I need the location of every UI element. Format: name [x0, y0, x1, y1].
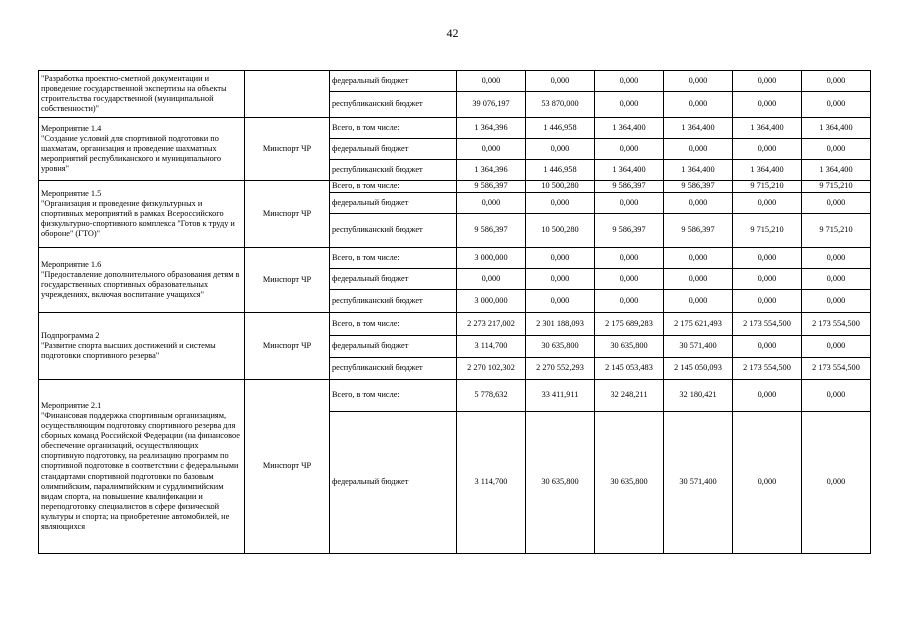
amount-cell: 0,000	[664, 139, 733, 160]
amount-cell: 0,000	[595, 139, 664, 160]
amount-cell: 30 635,800	[595, 412, 664, 554]
amount-cell: 0,000	[802, 336, 871, 358]
amount-cell: 3 114,700	[457, 336, 526, 358]
amount-cell: 0,000	[664, 92, 733, 118]
amount-cell: 1 364,396	[457, 118, 526, 139]
funding-source-cell: федеральный бюджет	[330, 139, 457, 160]
budget-table	[38, 70, 871, 554]
amount-cell: 2 173 554,500	[802, 313, 871, 336]
amount-cell: 0,000	[733, 290, 802, 313]
amount-cell: 0,000	[664, 290, 733, 313]
amount-cell: 1 364,400	[595, 160, 664, 181]
amount-cell: 0,000	[802, 139, 871, 160]
amount-cell: 3 000,000	[457, 248, 526, 269]
amount-cell: 0,000	[802, 193, 871, 214]
amount-cell: 1 364,400	[595, 118, 664, 139]
amount-cell: 1 364,396	[457, 160, 526, 181]
activity-description: "Финансовая поддержка спортивным организациям, осуществляющим подготовку спортивного резерва для сборных команд Российской Федерации (на финансовое обеспечение организаций, осуществляющих спортивную подготовку, на реализацию программ по спортивной подготовке в соответствии с федеральными стандартами спортивной подготовки по базовым олимпийским, паралимпийским и сурдлимпийским видам спорта, на повышение квалификации и переподготовку специалистов в сфере физической культуры и спорта; на приобретение автомобилей, не являющихся	[41, 410, 240, 532]
funding-source-cell: республиканский бюджет	[330, 358, 457, 380]
amount-cell: 0,000	[664, 269, 733, 290]
amount-cell: 0,000	[595, 193, 664, 214]
table-row	[39, 248, 871, 269]
funding-source-cell: федеральный бюджет	[330, 412, 457, 554]
amount-cell: 2 173 554,500	[802, 358, 871, 380]
amount-cell: 9 586,397	[664, 181, 733, 193]
executor-cell: Минспорт ЧР	[245, 313, 330, 380]
activity-description: "Предоставление дополнительного образования детям в государственных спортивных образовательных учреждениях, включая воспитание учащихся"	[41, 269, 240, 300]
amount-cell: 0,000	[802, 380, 871, 412]
funding-source-cell: республиканский бюджет	[330, 214, 457, 248]
table-row	[39, 181, 871, 193]
amount-cell: 32 180,421	[664, 380, 733, 412]
activity-description: "Разработка проектно-сметной документации и проведение государственной экспертизы на объекты строительства государственной (муниципальной собственности)"	[41, 73, 227, 114]
funding-source-cell: федеральный бюджет	[330, 269, 457, 290]
activity-name-cell	[39, 380, 245, 554]
funding-source-cell: федеральный бюджет	[330, 336, 457, 358]
amount-cell: 0,000	[526, 139, 595, 160]
funding-source-cell: Всего, в том числе:	[330, 248, 457, 269]
amount-cell: 0,000	[457, 139, 526, 160]
amount-cell: 5 778,632	[457, 380, 526, 412]
amount-cell: 0,000	[733, 92, 802, 118]
amount-cell: 9 715,210	[733, 181, 802, 193]
amount-cell: 0,000	[595, 269, 664, 290]
amount-cell: 0,000	[595, 71, 664, 92]
amount-cell: 9 586,397	[457, 181, 526, 193]
amount-cell: 0,000	[664, 193, 733, 214]
funding-source-cell: федеральный бюджет	[330, 71, 457, 92]
amount-cell: 3 000,000	[457, 290, 526, 313]
funding-source-cell: Всего, в том числе:	[330, 313, 457, 336]
amount-cell: 10 500,280	[526, 181, 595, 193]
table-row	[39, 118, 871, 139]
amount-cell: 0,000	[457, 71, 526, 92]
activity-title: Мероприятие 1.5	[41, 188, 102, 198]
amount-cell: 2 270 102,302	[457, 358, 526, 380]
funding-source-cell: Всего, в том числе:	[330, 380, 457, 412]
executor-cell: Минспорт ЧР	[245, 118, 330, 181]
amount-cell: 1 364,400	[733, 160, 802, 181]
amount-cell: 53 870,000	[526, 92, 595, 118]
activity-description: "Развитие спорта высших достижений и системы подготовки спортивного резерва"	[41, 340, 216, 361]
amount-cell: 0,000	[526, 248, 595, 269]
executor-cell: Минспорт ЧР	[245, 248, 330, 313]
amount-cell: 39 076,197	[457, 92, 526, 118]
executor-cell: Минспорт ЧР	[245, 380, 330, 554]
amount-cell: 0,000	[664, 71, 733, 92]
amount-cell: 0,000	[733, 269, 802, 290]
amount-cell: 0,000	[802, 290, 871, 313]
amount-cell: 1 364,400	[664, 160, 733, 181]
funding-source-cell: республиканский бюджет	[330, 160, 457, 181]
funding-source-cell: федеральный бюджет	[330, 193, 457, 214]
amount-cell: 30 571,400	[664, 336, 733, 358]
amount-cell: 9 715,210	[802, 214, 871, 248]
amount-cell: 0,000	[802, 248, 871, 269]
amount-cell: 9 715,210	[802, 181, 871, 193]
amount-cell: 0,000	[526, 269, 595, 290]
amount-cell: 1 364,400	[733, 118, 802, 139]
activity-name-cell	[39, 248, 245, 313]
amount-cell: 0,000	[802, 412, 871, 554]
page-number: 42	[446, 26, 459, 40]
table-row	[39, 380, 871, 412]
amount-cell: 2 273 217,002	[457, 313, 526, 336]
amount-cell: 0,000	[733, 336, 802, 358]
amount-cell: 1 364,400	[802, 160, 871, 181]
amount-cell: 1 364,400	[802, 118, 871, 139]
funding-source-cell: Всего, в том числе:	[330, 181, 457, 193]
activity-name-cell	[39, 71, 245, 118]
amount-cell: 32 248,211	[595, 380, 664, 412]
amount-cell: 2 270 552,293	[526, 358, 595, 380]
amount-cell: 0,000	[457, 193, 526, 214]
activity-title: Мероприятие 1.6	[41, 259, 102, 269]
amount-cell: 1 364,400	[664, 118, 733, 139]
amount-cell: 2 301 188,093	[526, 313, 595, 336]
amount-cell: 9 715,210	[733, 214, 802, 248]
amount-cell: 2 145 050,093	[664, 358, 733, 380]
amount-cell: 2 173 554,500	[733, 358, 802, 380]
amount-cell: 9 586,397	[457, 214, 526, 248]
amount-cell: 2 173 554,500	[733, 313, 802, 336]
activity-title: Мероприятие 1.4	[41, 123, 102, 133]
amount-cell: 0,000	[526, 193, 595, 214]
amount-cell: 0,000	[664, 248, 733, 269]
amount-cell: 0,000	[457, 269, 526, 290]
amount-cell: 30 571,400	[664, 412, 733, 554]
amount-cell: 0,000	[526, 71, 595, 92]
amount-cell: 30 635,800	[526, 412, 595, 554]
activity-title: Мероприятие 2.1	[41, 400, 102, 410]
amount-cell: 0,000	[802, 92, 871, 118]
executor-cell	[245, 71, 330, 118]
amount-cell: 0,000	[733, 71, 802, 92]
amount-cell: 0,000	[595, 290, 664, 313]
amount-cell: 0,000	[733, 139, 802, 160]
amount-cell: 9 586,397	[595, 181, 664, 193]
amount-cell: 9 586,397	[595, 214, 664, 248]
amount-cell: 30 635,800	[526, 336, 595, 358]
amount-cell: 2 145 053,483	[595, 358, 664, 380]
amount-cell: 0,000	[802, 269, 871, 290]
amount-cell: 0,000	[595, 248, 664, 269]
amount-cell: 3 114,700	[457, 412, 526, 554]
amount-cell: 30 635,800	[595, 336, 664, 358]
amount-cell: 9 586,397	[664, 214, 733, 248]
amount-cell: 33 411,911	[526, 380, 595, 412]
amount-cell: 0,000	[733, 193, 802, 214]
activity-title: Подпрограмма 2	[41, 330, 100, 340]
amount-cell: 0,000	[802, 71, 871, 92]
amount-cell: 0,000	[733, 380, 802, 412]
activity-name-cell	[39, 118, 245, 181]
funding-source-cell: республиканский бюджет	[330, 290, 457, 313]
activity-name-cell	[39, 313, 245, 380]
table-row	[39, 313, 871, 336]
amount-cell: 10 500,280	[526, 214, 595, 248]
amount-cell: 1 446,958	[526, 118, 595, 139]
amount-cell: 0,000	[526, 290, 595, 313]
funding-source-cell: республиканский бюджет	[330, 92, 457, 118]
table-row	[39, 71, 871, 92]
amount-cell: 0,000	[733, 248, 802, 269]
activity-description: "Создание условий для спортивной подготовки по шахматам, организация и проведение шахматных мероприятий республиканского и муниципального уровня"	[41, 133, 222, 174]
funding-source-cell: Всего, в том числе:	[330, 118, 457, 139]
amount-cell: 2 175 621,493	[664, 313, 733, 336]
amount-cell: 2 175 689,283	[595, 313, 664, 336]
amount-cell: 0,000	[733, 412, 802, 554]
amount-cell: 0,000	[595, 92, 664, 118]
amount-cell: 1 446,958	[526, 160, 595, 181]
activity-name-cell	[39, 181, 245, 248]
activity-description: "Организация и проведение физкультурных и спортивных мероприятий в рамках Всероссийского физкультурно-спортивного комплекса "Готов к труду и обороне" (ГТО)"	[41, 198, 235, 239]
executor-cell: Минспорт ЧР	[245, 181, 330, 248]
